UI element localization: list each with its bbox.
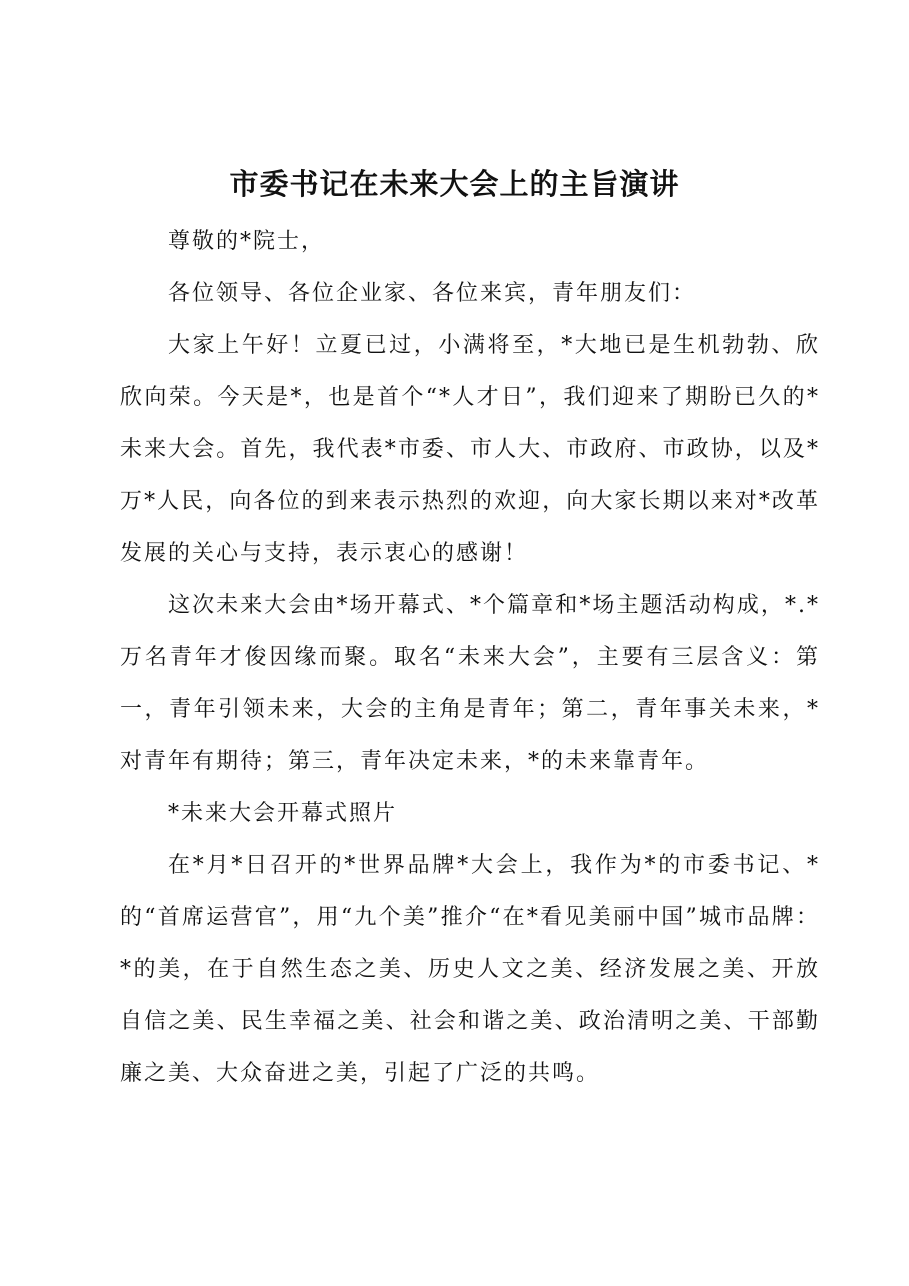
paragraph-salutation: 尊敬的*院士， <box>168 229 326 254</box>
paragraph-opening: 大家上午好！立夏已过，小满将至，*大地已是生机勃勃、欣欣向荣。今天是*，也是首个“*人才日”，我们迎来了期盼已久的*未来大会。首先，我代表*市委、市人大、市政府、市政协，以及*万*人民，向各位的到来表示热烈的欢迎，向大家长期以来对*改革发展的关心与支持，表示衷心的感谢！ <box>120 333 820 566</box>
photo-caption: *未来大会开幕式照片 <box>168 801 398 826</box>
paragraph-conference-intro: 这次未来大会由*场开幕式、*个篇章和*场主题活动构成，*.*万名青年才俊因缘而聚。取名“未来大会”，主要有三层含义：第一，青年引领未来，大会的主角是青年；第二，青年事关未来，*对青年有期待；第三，青年决定未来，*的未来靠青年。 <box>120 593 820 774</box>
paragraph-city-brand: 在*月*日召开的*世界品牌*大会上，我作为*的市委书记、*的“首席运营官”，用“九个美”推介“在*看见美丽中国”城市品牌：*的美，在于自然生态之美、历史人文之美、经济发展之美、开放自信之美、民生幸福之美、社会和谐之美、政治清明之美、干部勤廉之美、大众奋进之美，引起了广泛的共鸣。 <box>120 853 820 1086</box>
paragraph-greeting: 各位领导、各位企业家、各位来宾，青年朋友们： <box>168 281 697 306</box>
document-body <box>120 216 820 1100</box>
page-title: 市委书记在未来大会上的主旨演讲 <box>229 167 680 201</box>
